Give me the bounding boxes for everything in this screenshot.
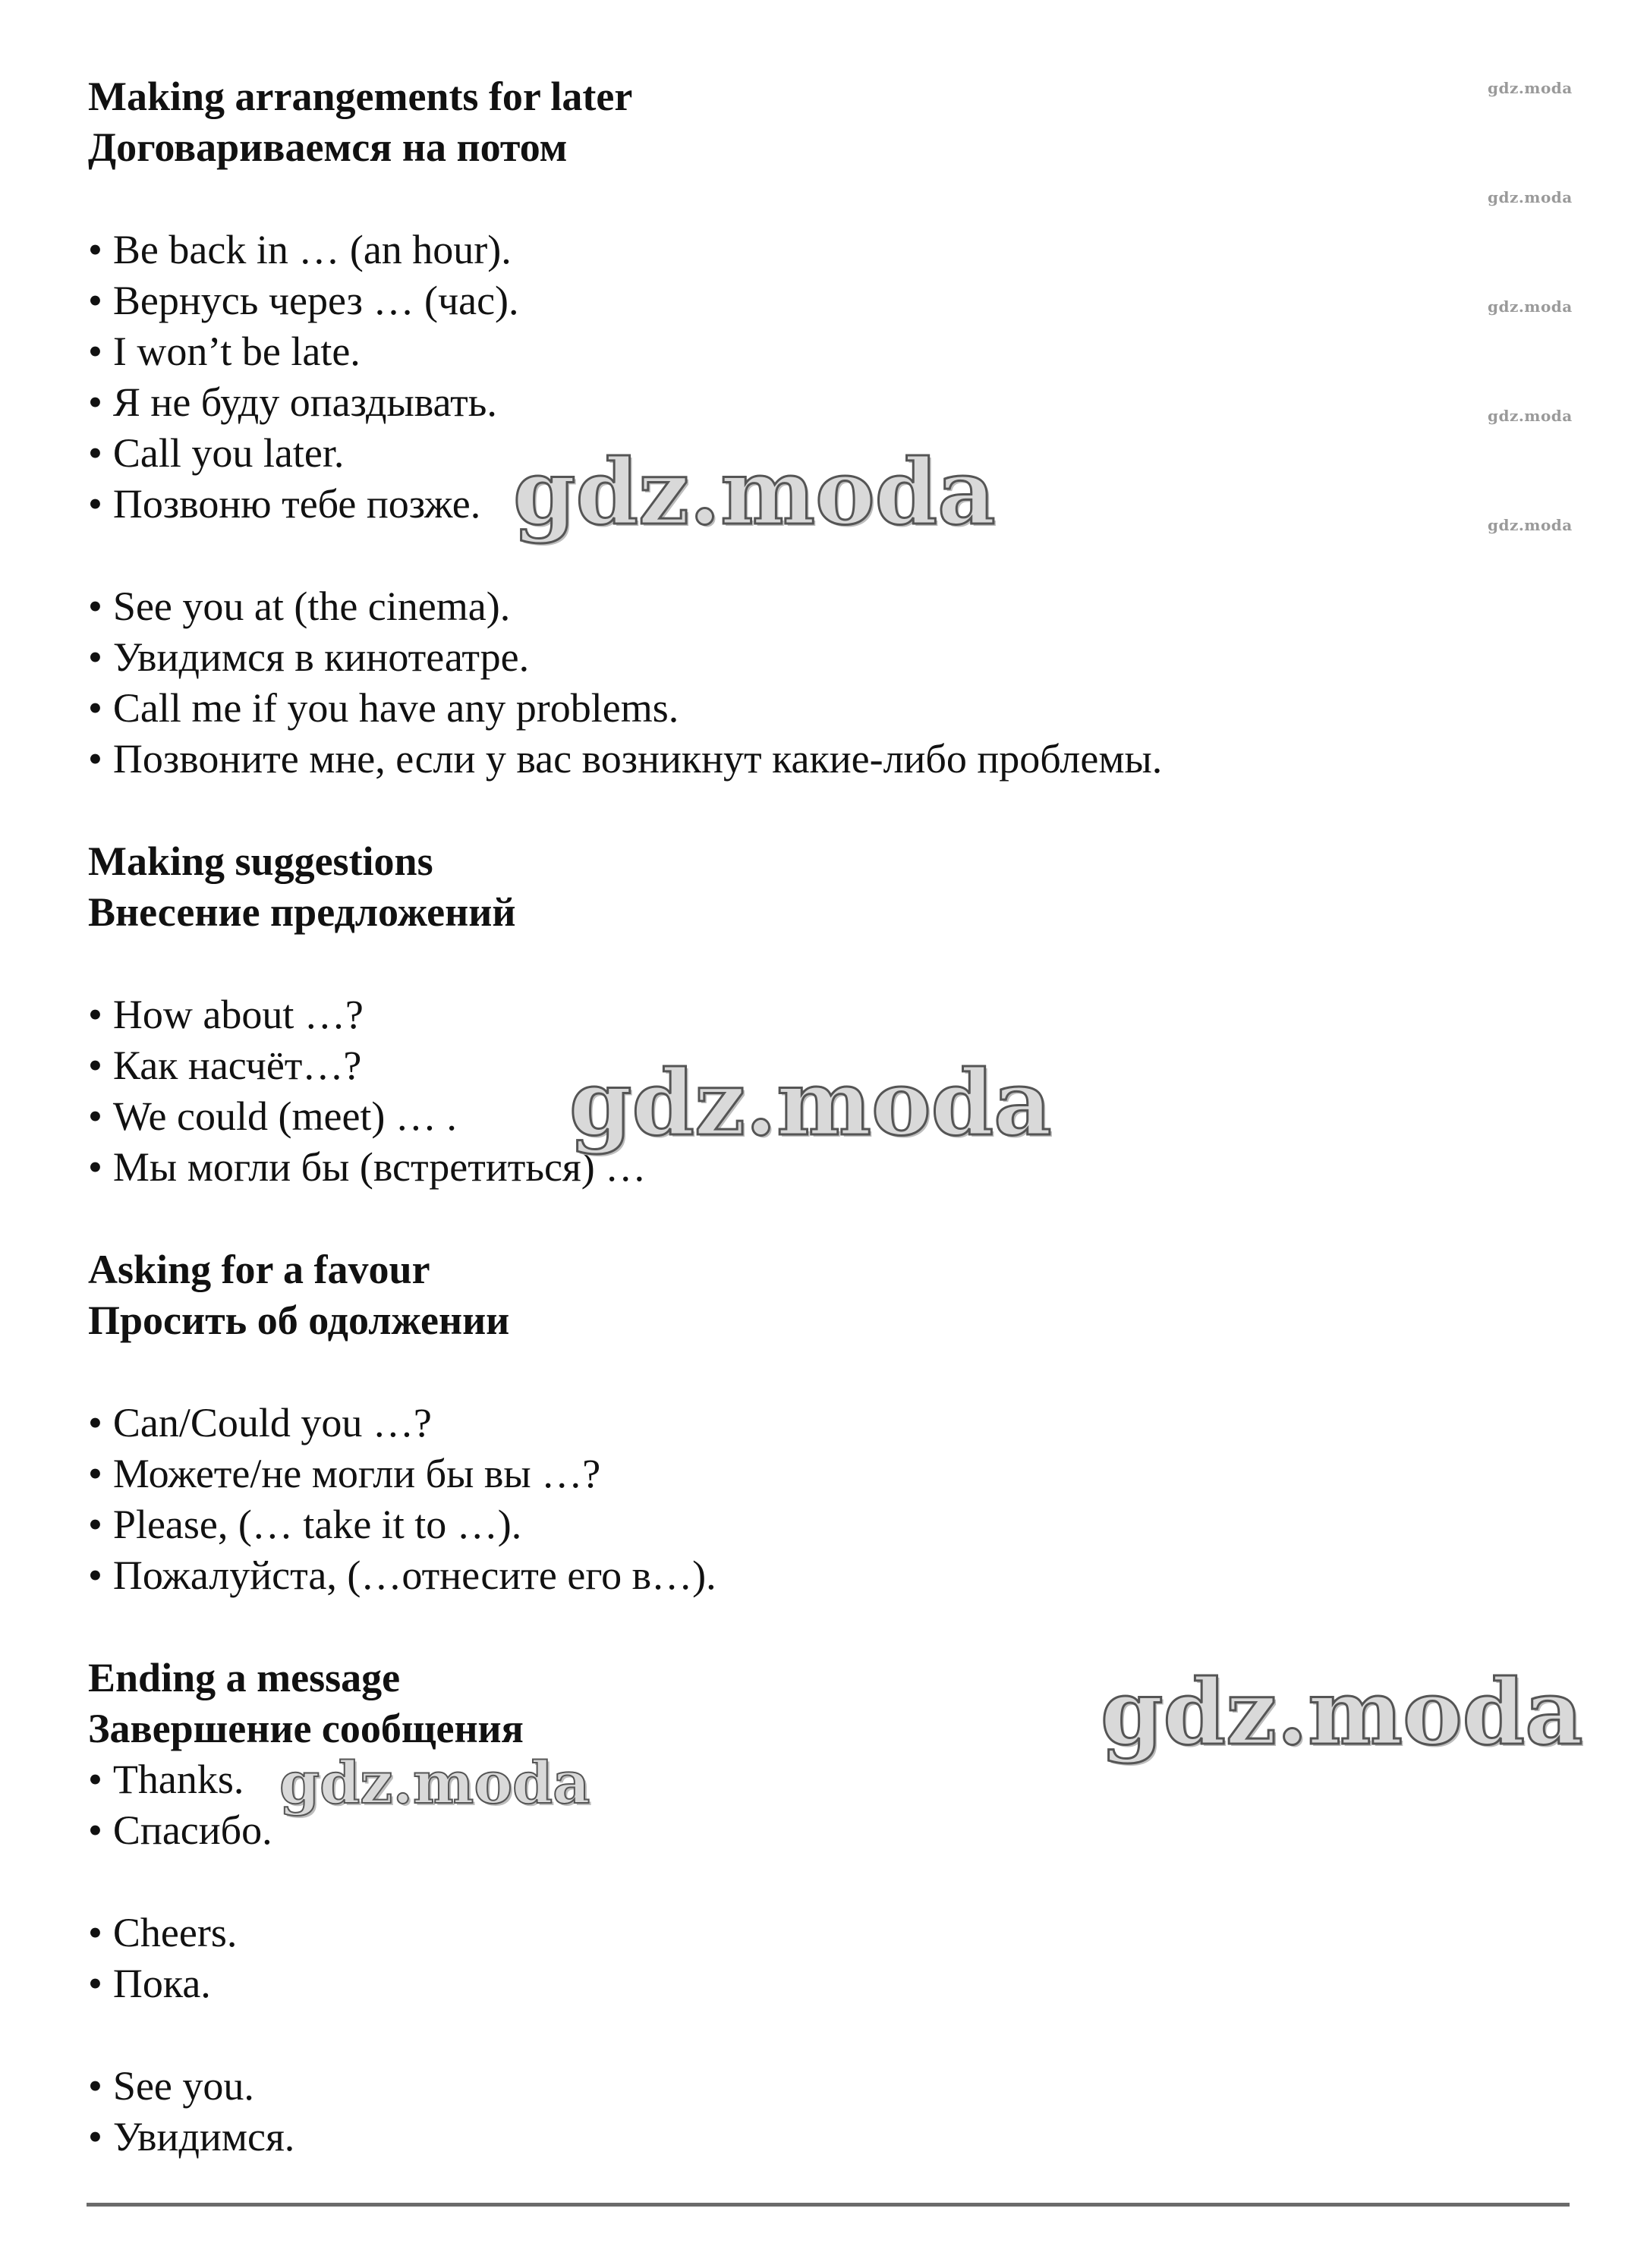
list-item-text: Пожалуйста, (…отнесите его в…). <box>112 1552 716 1598</box>
bullet-icon: • <box>88 1093 102 1139</box>
watermark-large: gdz.moda <box>569 1050 1052 1156</box>
bullet-icon: • <box>88 584 102 629</box>
list-item <box>88 1142 646 1192</box>
list-item-text: Thanks. <box>112 1757 244 1802</box>
list-item <box>88 1754 244 1804</box>
list-item <box>88 1958 211 2008</box>
list-item-text: Be back in … (an hour). <box>112 227 512 272</box>
list-item <box>88 734 1162 784</box>
list-item-text: Call you later. <box>112 430 345 476</box>
section-title-ru: Завершение сообщения <box>88 1706 524 1751</box>
bullet-icon: • <box>88 1043 102 1088</box>
bullet-icon: • <box>88 2063 102 2109</box>
section-title-en: Asking for a favour <box>88 1247 430 1292</box>
list-item-text: Позвоню тебе позже. <box>112 481 481 527</box>
list-item <box>88 1550 716 1600</box>
list-item-text: Please, (… take it to …). <box>112 1502 522 1547</box>
bullet-icon: • <box>88 1502 102 1547</box>
section-title-ru: Внесение предложений <box>88 889 516 935</box>
section-title-ru: Просить об одолжении <box>88 1298 510 1343</box>
section-title-en: Ending a message <box>88 1655 401 1700</box>
list-item <box>88 581 510 631</box>
section-title-en: Making suggestions <box>88 838 433 884</box>
list-item <box>88 683 679 733</box>
list-item-text: Я не буду опаздывать. <box>112 379 497 425</box>
bullet-icon: • <box>88 379 102 425</box>
list-item <box>88 1499 521 1549</box>
list-item <box>88 632 529 682</box>
bullet-icon: • <box>88 227 102 272</box>
list-item-text: Can/Could you …? <box>112 1400 432 1445</box>
list-item <box>88 1091 457 1141</box>
list-item-text: Можете/не могли бы вы …? <box>112 1451 601 1496</box>
list-item <box>88 2061 254 2111</box>
list-item-text: See you. <box>112 2063 254 2109</box>
bullet-icon: • <box>88 736 102 782</box>
bullet-icon: • <box>88 1961 102 2006</box>
watermark-large: gdz.moda <box>1101 1659 1583 1765</box>
list-item-text: Мы могли бы (встретиться) … <box>112 1144 647 1190</box>
bullet-icon: • <box>88 1757 102 1802</box>
bullet-icon: • <box>88 1807 102 1853</box>
watermark-small: gdz.moda <box>1488 407 1573 425</box>
list-item <box>88 2112 294 2162</box>
list-item-text: Как насчёт…? <box>112 1043 362 1088</box>
list-item <box>88 428 344 478</box>
bullet-icon: • <box>88 430 102 476</box>
list-item-text: See you at (the cinema). <box>112 584 511 629</box>
list-item <box>88 326 361 376</box>
bullet-icon: • <box>88 278 102 323</box>
bullet-icon: • <box>88 992 102 1037</box>
list-item-text: Пока. <box>112 1961 211 2006</box>
watermark-large: gdz.moda <box>279 1749 590 1817</box>
list-item <box>88 479 480 529</box>
bullet-icon: • <box>88 634 102 680</box>
list-item-text: Вернусь через … (час). <box>112 278 519 323</box>
bullet-icon: • <box>88 1400 102 1445</box>
watermark-small: gdz.moda <box>1488 297 1573 316</box>
bullet-icon: • <box>88 481 102 527</box>
list-item-text: How about …? <box>112 992 364 1037</box>
list-item <box>88 1449 600 1499</box>
bullet-icon: • <box>88 685 102 731</box>
list-item-text: Cheers. <box>112 1910 238 1955</box>
list-item-text: Позвоните мне, если у вас возникнут какие-либо проблемы. <box>112 736 1163 782</box>
bullet-icon: • <box>88 1451 102 1496</box>
list-item <box>88 1908 237 1958</box>
list-item <box>88 1040 361 1090</box>
bullet-icon: • <box>88 2114 102 2159</box>
footer-divider <box>87 2203 1570 2207</box>
list-item <box>88 1805 272 1855</box>
list-item-text: We could (meet) … . <box>112 1093 457 1139</box>
section-title-ru: Договариваемся на потом <box>88 124 568 170</box>
bullet-icon: • <box>88 1552 102 1598</box>
list-item <box>88 1398 432 1448</box>
list-item <box>88 377 497 427</box>
list-item-text: Call me if you have any problems. <box>112 685 679 731</box>
list-item-text: Увидимся в кинотеатре. <box>112 634 530 680</box>
section-title-en: Making arrangements for later <box>88 74 633 119</box>
watermark-small: gdz.moda <box>1488 516 1573 534</box>
bullet-icon: • <box>88 1144 102 1190</box>
watermark-small: gdz.moda <box>1488 188 1573 206</box>
list-item <box>88 275 519 326</box>
list-item-text: Увидимся. <box>112 2114 295 2159</box>
list-item-text: Спасибо. <box>112 1807 272 1853</box>
list-item <box>88 989 364 1040</box>
watermark-large: gdz.moda <box>513 439 996 545</box>
list-item-text: I won’t be late. <box>112 329 361 374</box>
list-item <box>88 225 512 275</box>
bullet-icon: • <box>88 1910 102 1955</box>
bullet-icon: • <box>88 329 102 374</box>
watermark-small: gdz.moda <box>1488 79 1573 97</box>
